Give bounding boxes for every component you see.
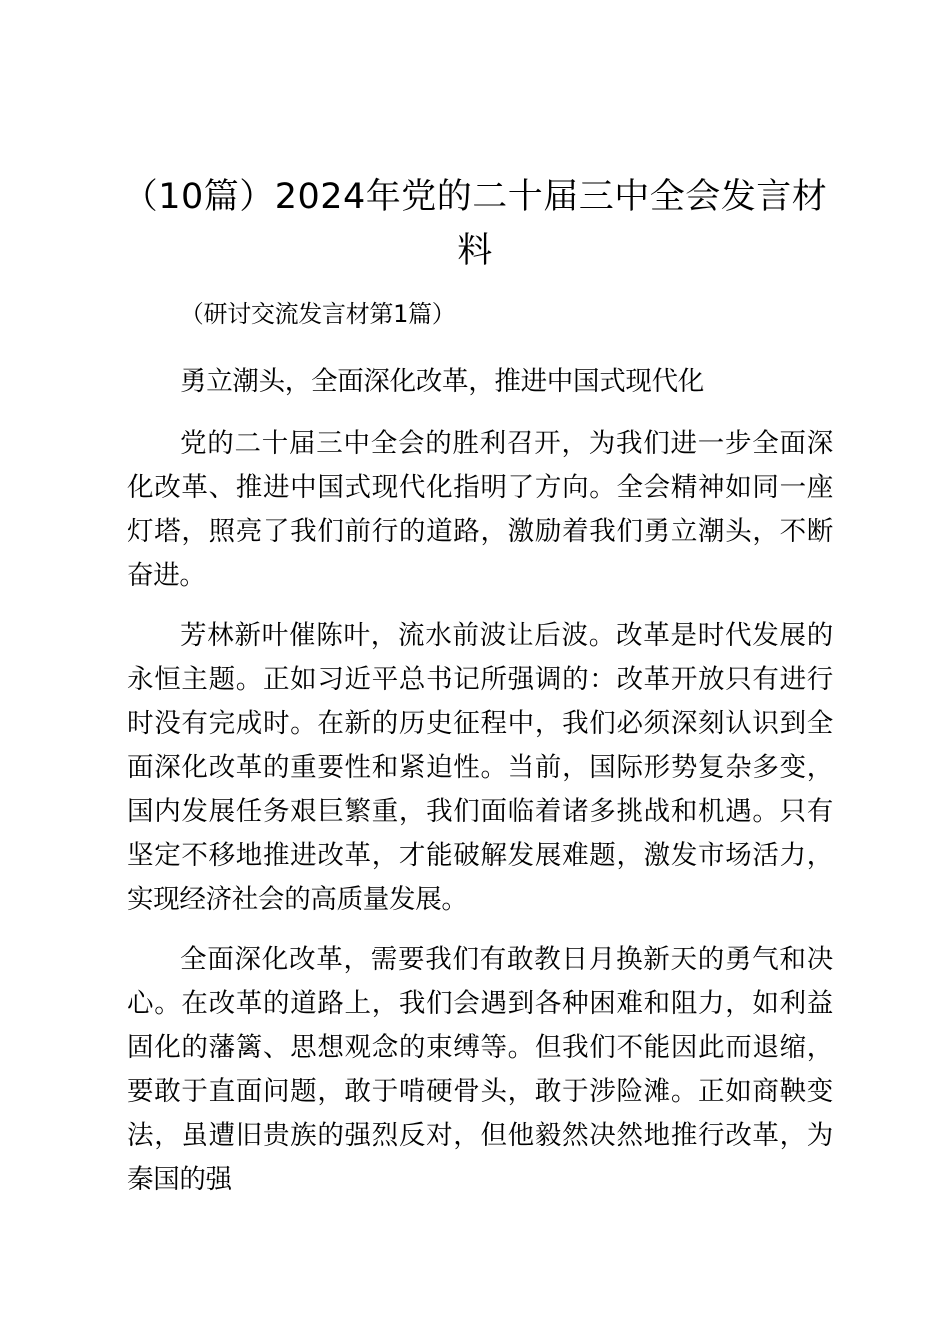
- paragraph: 全面深化改革，需要我们有敢教日月换新天的勇气和决心。在改革的道路上，我们会遇到各种困难和阻力，如利益固化的藩篱、思想观念的束缚等。但我们不能因此而退缩，要敢于直面问题，敢于啃硬骨头，敢于涉险滩。正如商鞅变法，虽遭旧贵族的强烈反对，但他毅然决然地推行改革，为秦国的强: [127, 944, 833, 1195]
- document-title: （10篇）2024年党的二十届三中全会发言材料: [122, 177, 828, 271]
- document-body: [127, 292, 833, 1218]
- document-subtitle: （研讨交流发言材第1篇）: [179, 300, 456, 328]
- section-heading: 勇立潮头，全面深化改革，推进中国式现代化: [180, 366, 704, 397]
- paragraph: 芳林新叶催陈叶，流水前波让后波。改革是时代发展的永恒主题。正如习近平总书记所强调的：改革开放只有进行时没有完成时。在新的历史征程中，我们必须深刻认识到全面深化改革的重要性和紧迫性。当前，国际形势复杂多变，国内发展任务艰巨繁重，我们面临着诸多挑战和机遇。只有坚定不移地推进改革，才能破解发展难题，激发市场活力，实现经济社会的高质量发展。: [127, 620, 833, 915]
- paragraph: 党的二十届三中全会的胜利召开，为我们进一步全面深化改革、推进中国式现代化指明了方向。全会精神如同一座灯塔，照亮了我们前行的道路，激励着我们勇立潮头，不断奋进。: [127, 428, 833, 591]
